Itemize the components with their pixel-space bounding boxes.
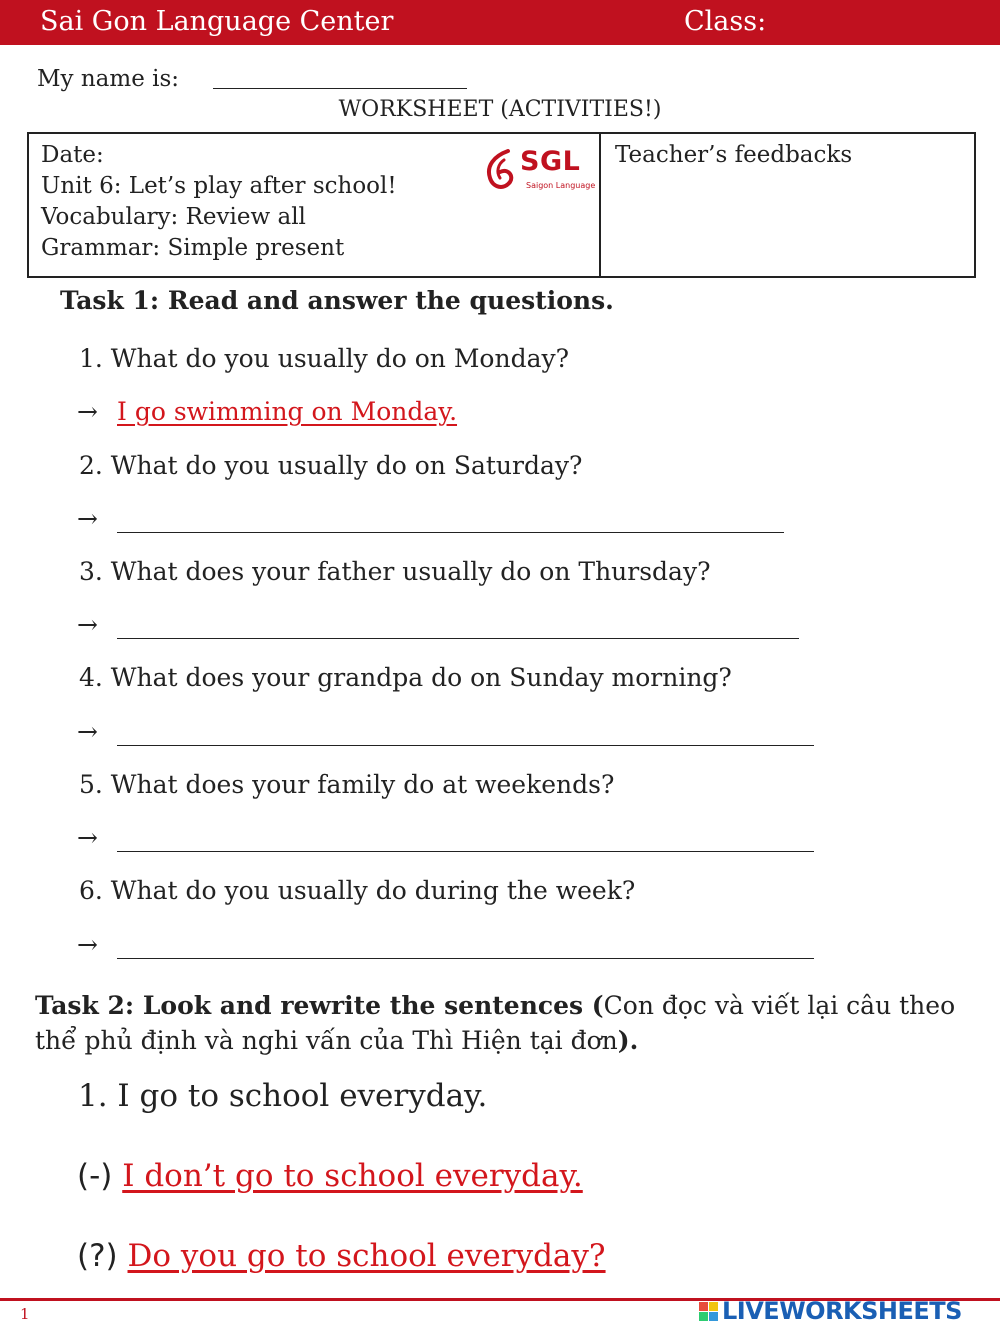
- arrow-icon: →: [77, 610, 98, 639]
- unit-label: Unit 6: Let’s play after school!: [41, 173, 397, 199]
- arrow-icon: →: [77, 717, 98, 746]
- lesson-info-cell: [29, 134, 601, 276]
- question-answer[interactable]: Do you go to school everyday?: [127, 1238, 606, 1274]
- negative-mark: (-): [77, 1158, 113, 1194]
- info-box: [27, 132, 976, 278]
- name-input-line[interactable]: [213, 88, 467, 89]
- answer-2-input[interactable]: [117, 532, 784, 533]
- task2-heading: [35, 988, 965, 1058]
- answer-row-1: [77, 397, 457, 426]
- sgl-logo: [484, 144, 596, 196]
- question-mark: (?): [77, 1238, 118, 1274]
- liveworksheets-blocks-icon: [699, 1302, 719, 1322]
- liveworksheets-brand: LIVEWORKSHEETS: [722, 1297, 962, 1325]
- center-name: Sai Gon Language Center: [40, 6, 394, 37]
- header-bar: [0, 0, 1000, 45]
- answer-5-input[interactable]: [117, 851, 814, 852]
- question-3: 3. What does your father usually do on Thursday?: [79, 557, 711, 586]
- negative-row: [77, 1158, 583, 1194]
- date-label: Date:: [41, 142, 104, 168]
- sgl-logo-text: SGL: [520, 146, 581, 177]
- vocabulary-label: Vocabulary: Review all: [41, 204, 306, 230]
- answer-row-3: [77, 610, 117, 639]
- answer-4-input[interactable]: [117, 745, 814, 746]
- question-6: 6. What do you usually do during the week?: [79, 876, 636, 905]
- worksheet-title: WORKSHEET (ACTIVITIES!): [338, 97, 662, 122]
- arrow-icon: →: [77, 397, 98, 426]
- answer-row-5: [77, 823, 117, 852]
- task2-heading-bold: Task 2: Look and rewrite the sentences (: [35, 991, 604, 1020]
- arrow-icon: →: [77, 504, 98, 533]
- task1-heading: Task 1: Read and answer the questions.: [60, 286, 614, 315]
- question-form-row: [77, 1238, 606, 1274]
- question-4: 4. What does your grandpa do on Sunday morning?: [79, 663, 732, 692]
- arrow-icon: →: [77, 823, 98, 852]
- arrow-icon: →: [77, 930, 98, 959]
- answer-row-2: [77, 504, 117, 533]
- liveworksheets-logo[interactable]: [697, 1296, 1000, 1328]
- page-number: 1: [20, 1305, 30, 1323]
- answer-6-input[interactable]: [117, 958, 814, 959]
- question-5: 5. What does your family do at weekends?: [79, 770, 615, 799]
- task2-sentence-1: 1. I go to school everyday.: [78, 1078, 488, 1114]
- sgl-swirl-icon: [484, 148, 520, 194]
- grammar-label: Grammar: Simple present: [41, 235, 345, 261]
- teacher-feedback-label: Teacher’s feedbacks: [615, 142, 853, 168]
- class-label: Class:: [684, 6, 767, 37]
- question-2: 2. What do you usually do on Saturday?: [79, 451, 583, 480]
- task2-heading-instruction: Con đọc và viết lại câu theo thể phủ định và nghi vấn của Thì Hiện tại đơn: [35, 991, 956, 1055]
- task2-heading-end: ).: [617, 1026, 639, 1055]
- name-label: My name is:: [37, 66, 180, 92]
- negative-answer[interactable]: I don’t go to school everyday.: [122, 1158, 583, 1194]
- answer-row-6: [77, 930, 117, 959]
- answer-row-4: [77, 717, 117, 746]
- answer-1[interactable]: I go swimming on Monday.: [117, 397, 458, 426]
- question-1: 1. What do you usually do on Monday?: [79, 344, 570, 373]
- sgl-logo-subtext: Saigon Language: [526, 181, 596, 190]
- answer-3-input[interactable]: [117, 638, 799, 639]
